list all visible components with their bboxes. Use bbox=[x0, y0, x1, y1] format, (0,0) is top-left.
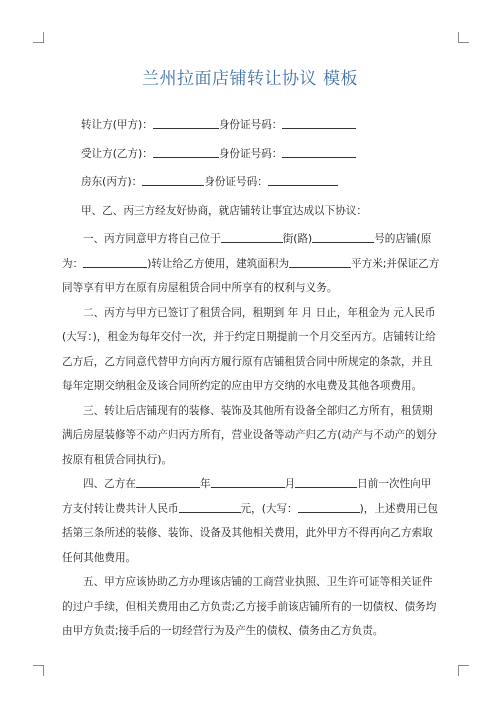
transferor-id-label: 身份证号码： bbox=[218, 119, 283, 131]
landlord-id-blank bbox=[268, 173, 338, 186]
landlord-label: 房东(丙方)： bbox=[81, 176, 143, 188]
transferee-id-label: 身份证号码： bbox=[218, 147, 283, 160]
intro-paragraph: 甲、乙、丙三方经友好协商，就店铺转让事宜达成以下协议： bbox=[81, 204, 368, 217]
clause-5: 五、甲方应该协助乙方办理该店铺的工商营业执照、卫生许可证等相关证件的过户手续，但相关费用由乙方负责;乙方接手前该店铺所有的一切债权、债务均由甲方负责;接手后的一切经营行为及产生的债权、债务由乙方负责。 bbox=[62, 576, 437, 637]
clause-4 bbox=[62, 472, 440, 570]
transferee-name-blank bbox=[153, 145, 219, 158]
transferee-label: 受让方(乙方)： bbox=[81, 147, 153, 160]
fee-uppercase-blank bbox=[298, 500, 360, 513]
clause-4-text-a: 四、乙方在 bbox=[83, 478, 136, 490]
number-blank bbox=[312, 230, 374, 243]
year-blank bbox=[136, 475, 200, 488]
transferee-line bbox=[62, 142, 440, 167]
transferee-id-blank bbox=[282, 145, 356, 158]
clause-1-text-b: 街(路) bbox=[282, 233, 313, 245]
crop-mark-top-left bbox=[33, 32, 44, 43]
document-body bbox=[62, 113, 440, 644]
crop-mark-bottom-left bbox=[33, 665, 44, 676]
clause-3: 三、转让后店铺现有的装修、装饰及其他所有设备全部归乙方所有，租赁期满后房屋装修等不动产归丙方所有，营业设备等动产归乙方(动产与不动产的划分按原有租赁合同执行)。 bbox=[62, 404, 437, 466]
clause-4-year: 年 bbox=[199, 478, 211, 490]
clause-4-text-c: 元，(大写： bbox=[240, 502, 298, 515]
fee-amount-blank bbox=[179, 500, 241, 513]
clause-1 bbox=[62, 227, 440, 301]
clause-1-text-d: )转让给乙方使用，建筑面积为 bbox=[147, 257, 290, 270]
transferor-id-blank bbox=[282, 116, 356, 129]
day-blank bbox=[295, 475, 357, 488]
landlord-line bbox=[62, 170, 440, 195]
landlord-name-blank bbox=[142, 173, 204, 186]
clause-1-text-a: 一、丙方同意甲方将自己位于 bbox=[83, 233, 221, 245]
clause-1-text-e: 平方米;并保证乙方同等享有甲方在原有房屋租赁合同中所享有的权利与义务。 bbox=[62, 257, 440, 294]
transferor-label: 转让方(甲方)： bbox=[81, 119, 153, 131]
document-title: 兰州拉面店铺转让协议 模板 bbox=[142, 69, 358, 89]
month-blank bbox=[211, 475, 285, 488]
transferor-line bbox=[62, 113, 440, 138]
crop-mark-bottom-right bbox=[458, 665, 469, 676]
area-blank bbox=[289, 255, 351, 268]
crop-mark-top-right bbox=[458, 32, 469, 43]
street-blank bbox=[221, 230, 283, 243]
clause-4-text-d: )，上述费用已包括第三条所述的装修、装饰、设备及其他相关费用，此外甲方不得再向乙方索取任何其他费用。 bbox=[62, 502, 438, 564]
clause-4-month: 月 bbox=[284, 478, 296, 490]
transferor-name-blank bbox=[153, 116, 219, 129]
clause-2: 二、丙方与甲方已签订了租赁合同，租期到 年 月 日止，年租金为 元人民币(大写：)，租金为每年交付一次，并于约定日期提前一个月交至丙方。店铺转让给乙方后，乙方同意代替甲方向丙方履行原有店铺租赁合同中所规定的条款，并且每年定期交纳租金及该合同所约定的应由甲方交纳的水电费及其他各项费用。 bbox=[62, 306, 436, 392]
clause-4-text-b: 日前一次性向甲方支付转让费共计人民币 bbox=[62, 478, 432, 515]
landlord-id-label: 身份证号码： bbox=[204, 176, 268, 188]
original-use-blank bbox=[83, 255, 147, 268]
clause-1-text-c: 号的店铺(原为： bbox=[62, 233, 432, 270]
